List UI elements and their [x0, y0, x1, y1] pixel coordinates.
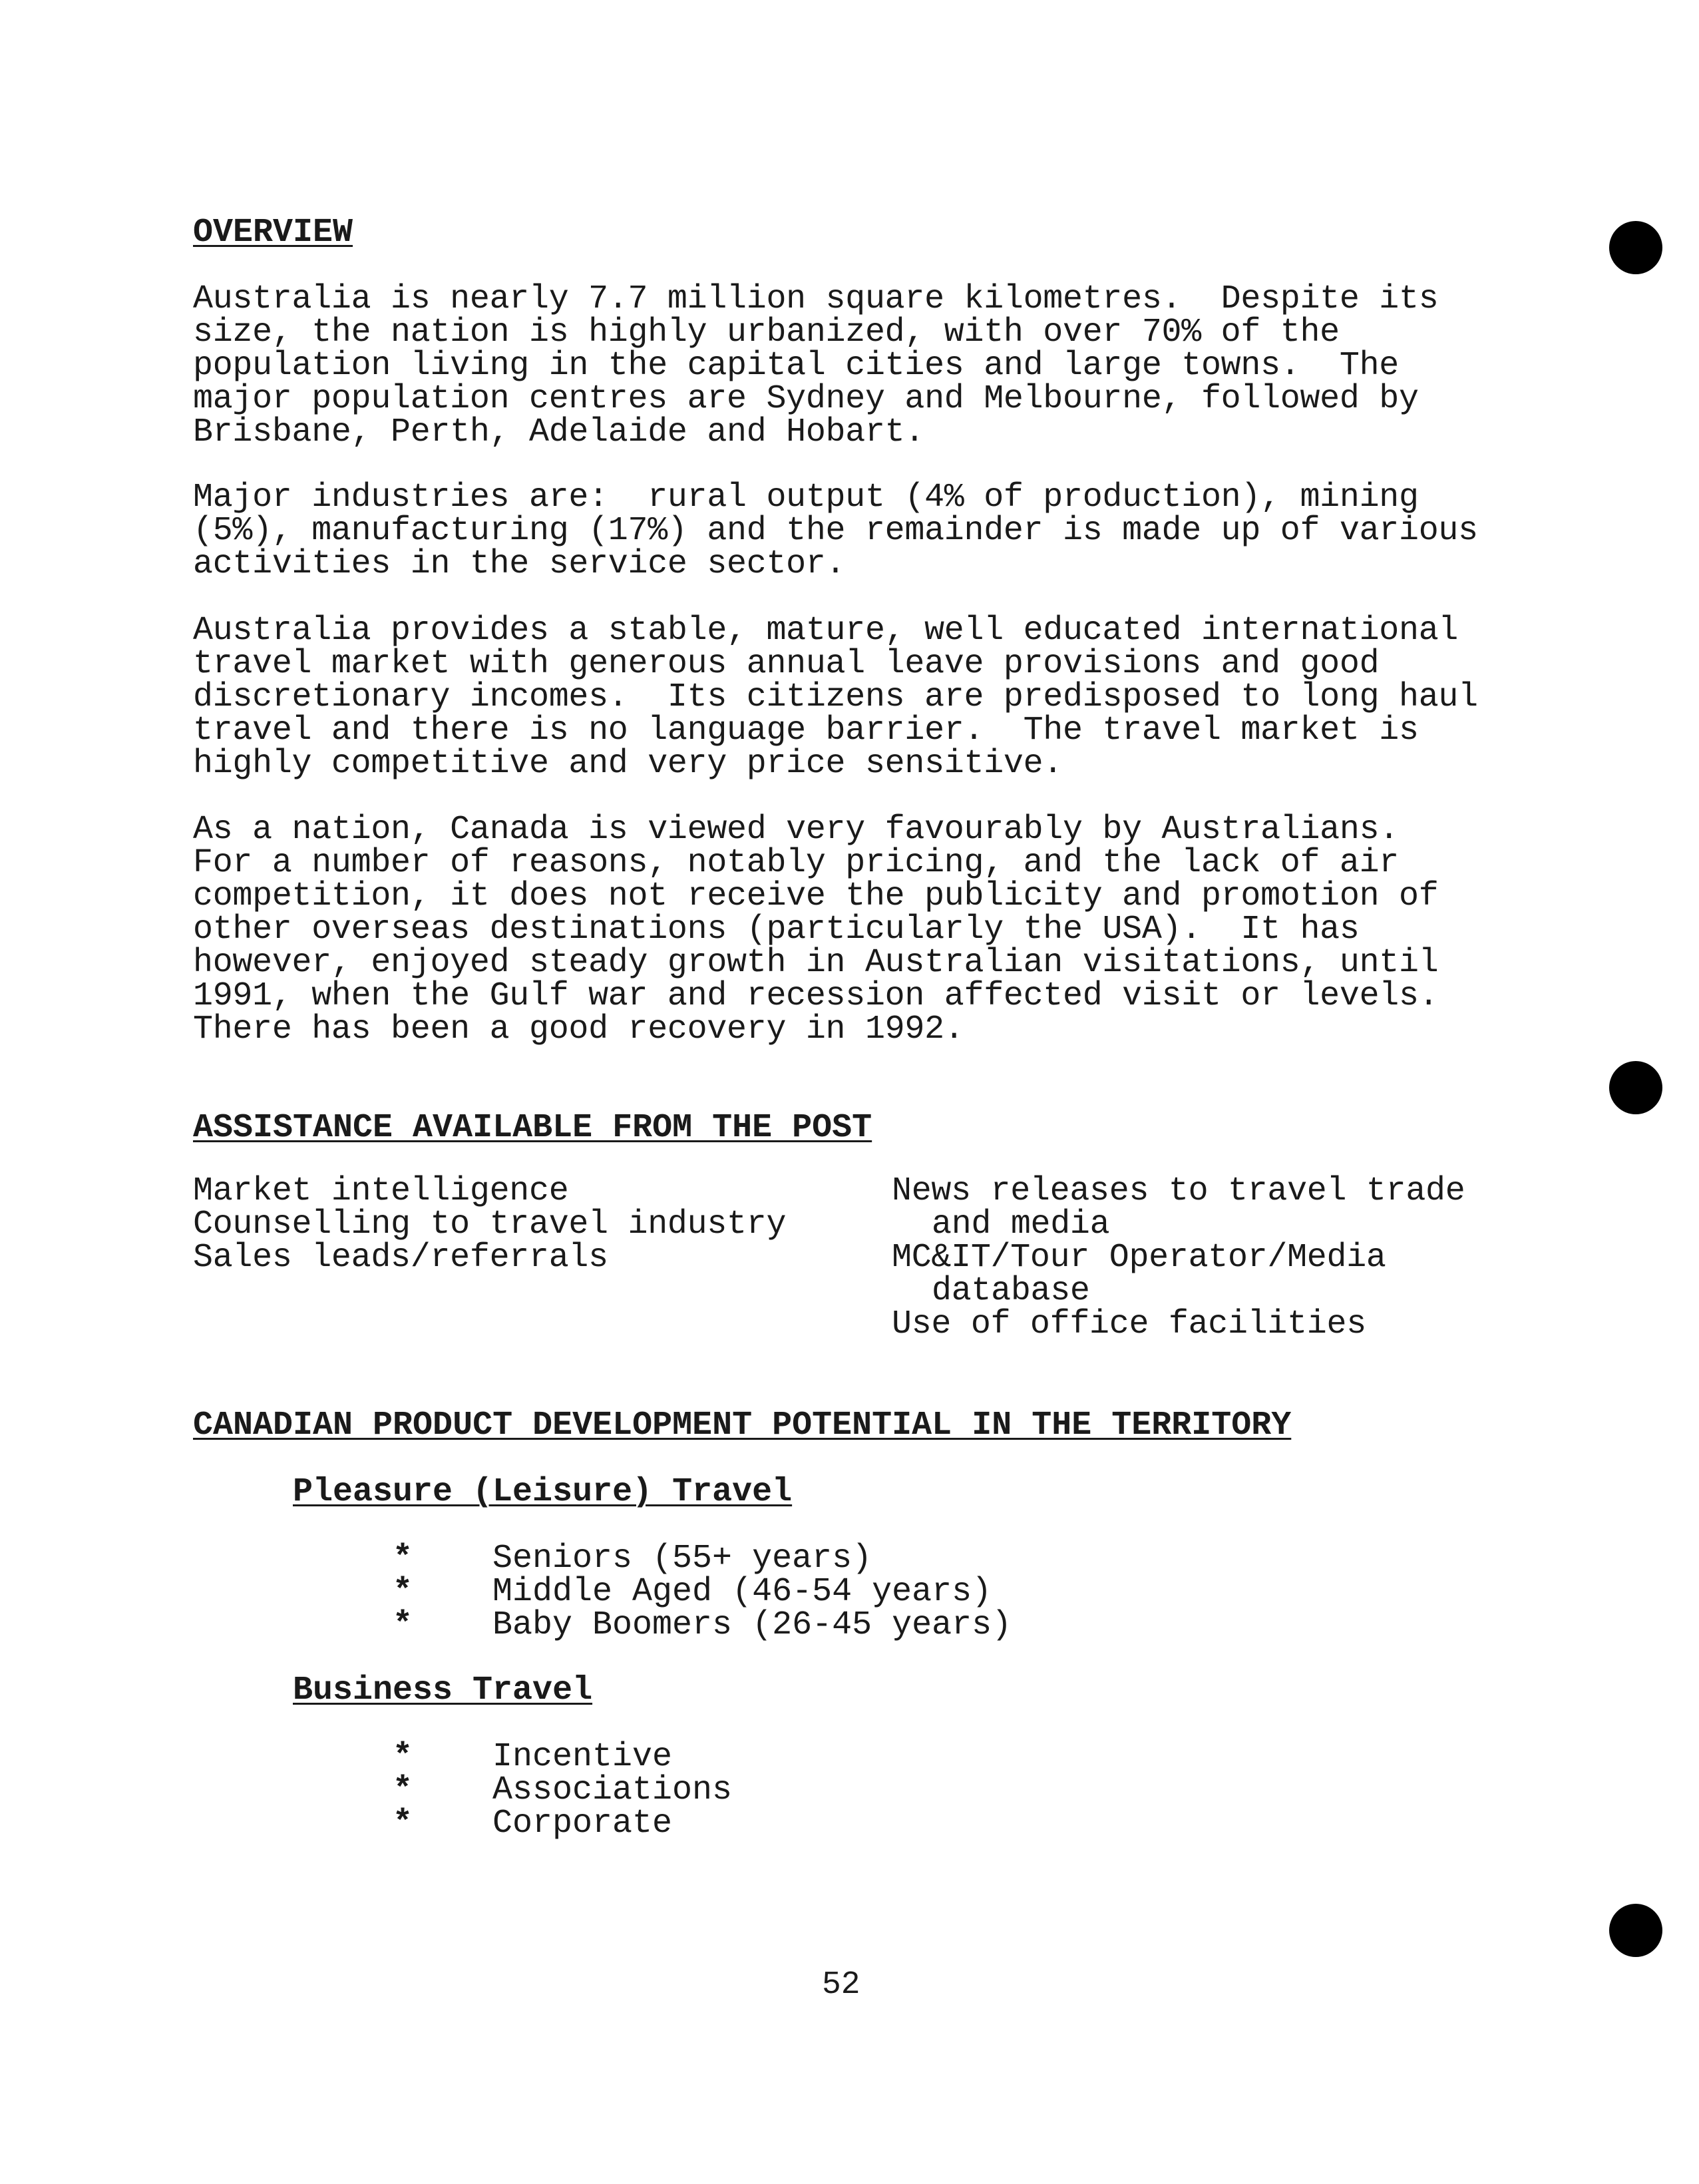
list-item: MC&IT/Tour Operator/Media [892, 1239, 1386, 1277]
text-line: competition, it does not receive the publicity and promotion of [193, 877, 1439, 915]
text-line: 1991, when the Gulf war and recession affected visit or levels. [193, 977, 1439, 1015]
overview-paragraph-3 [193, 614, 1524, 781]
text-line: Australia provides a stable, mature, well educated international [193, 612, 1459, 650]
text-line: activities in the service sector. [193, 545, 846, 583]
binder-hole-top [1609, 221, 1662, 274]
asterisk-bullet: * [393, 1540, 413, 1578]
potential-heading: CANADIAN PRODUCT DEVELOPMENT POTENTIAL IN THE TERRITORY [193, 1407, 1292, 1444]
text-line: major population centres are Sydney and Melbourne, followed by [193, 380, 1419, 418]
text-line: travel and there is no language barrier. The travel market is [193, 712, 1419, 750]
business-travel-heading: Business Travel [293, 1671, 593, 1709]
list-item [393, 1542, 1012, 1576]
list-item: News releases to travel trade [892, 1172, 1465, 1210]
text-line: size, the nation is highly urbanized, with over 70% of the [193, 314, 1340, 351]
text-line: discretionary incomes. Its citizens are predisposed to long haul [193, 678, 1478, 716]
text-line: For a number of reasons, notably pricing, and the lack of air [193, 844, 1399, 882]
asterisk-bullet: * [393, 1573, 413, 1611]
list-item [393, 1807, 732, 1841]
list-item-text: Seniors (55+ years) [492, 1540, 872, 1578]
list-item-text: Baby Boomers (26-45 years) [492, 1606, 1012, 1644]
page-number: 52 [822, 1967, 860, 2003]
overview-paragraph-1 [193, 280, 1524, 451]
business-travel-list [393, 1738, 733, 1843]
overview-heading: OVERVIEW [193, 214, 353, 252]
list-item [393, 1573, 1012, 1611]
assistance-right-list [892, 1172, 1465, 1343]
list-item-text: Incentive [492, 1738, 673, 1776]
text-line: Australia is nearly 7.7 million square kilometres. Despite its [193, 280, 1439, 318]
list-item-text: Corporate [492, 1805, 673, 1843]
list-item: Counselling to travel industry [193, 1205, 787, 1243]
list-item: Market intelligence [193, 1172, 569, 1210]
asterisk-bullet: * [393, 1805, 413, 1843]
text-line: Brisbane, Perth, Adelaide and Hobart. [193, 413, 925, 451]
text-line: Major industries are: rural output (4% of production), mining [193, 479, 1419, 517]
asterisk-bullet: * [393, 1606, 413, 1644]
list-item-text: Associations [492, 1771, 733, 1809]
assistance-heading: ASSISTANCE AVAILABLE FROM THE POST [193, 1109, 872, 1147]
list-item [393, 1738, 732, 1776]
asterisk-bullet: * [393, 1771, 413, 1809]
binder-hole-bottom [1609, 1904, 1662, 1957]
pleasure-travel-list [393, 1542, 1012, 1642]
list-item: Use of office facilities [892, 1305, 1366, 1343]
list-item [393, 1606, 1012, 1644]
text-line: travel market with generous annual leave provisions and good [193, 645, 1380, 683]
text-line: highly competitive and very price sensitive. [193, 745, 1063, 783]
text-line: however, enjoyed steady growth in Australian visitations, until [193, 944, 1439, 982]
text-line: (5%), manufacturing (17%) and the remainder is made up of various [193, 512, 1478, 550]
list-item-continuation: database [932, 1272, 1090, 1310]
list-item: Sales leads/referrals [193, 1239, 608, 1277]
list-item [393, 1771, 733, 1809]
text-line: population living in the capital cities and large towns. The [193, 347, 1399, 385]
assistance-left-list [193, 1172, 787, 1277]
list-item-text: Middle Aged (46-54 years) [492, 1573, 992, 1611]
pleasure-travel-heading: Pleasure (Leisure) Travel [293, 1473, 793, 1511]
text-line: other overseas destinations (particularly the USA). It has [193, 911, 1360, 949]
binder-hole-middle [1609, 1061, 1662, 1114]
text-line: There has been a good recovery in 1992. [193, 1010, 964, 1048]
overview-paragraph-2 [193, 481, 1524, 581]
overview-paragraph-4 [193, 813, 1524, 1046]
list-item-continuation: and media [932, 1205, 1110, 1243]
text-line: As a nation, Canada is viewed very favourably by Australians. [193, 811, 1399, 849]
asterisk-bullet: * [393, 1738, 413, 1776]
